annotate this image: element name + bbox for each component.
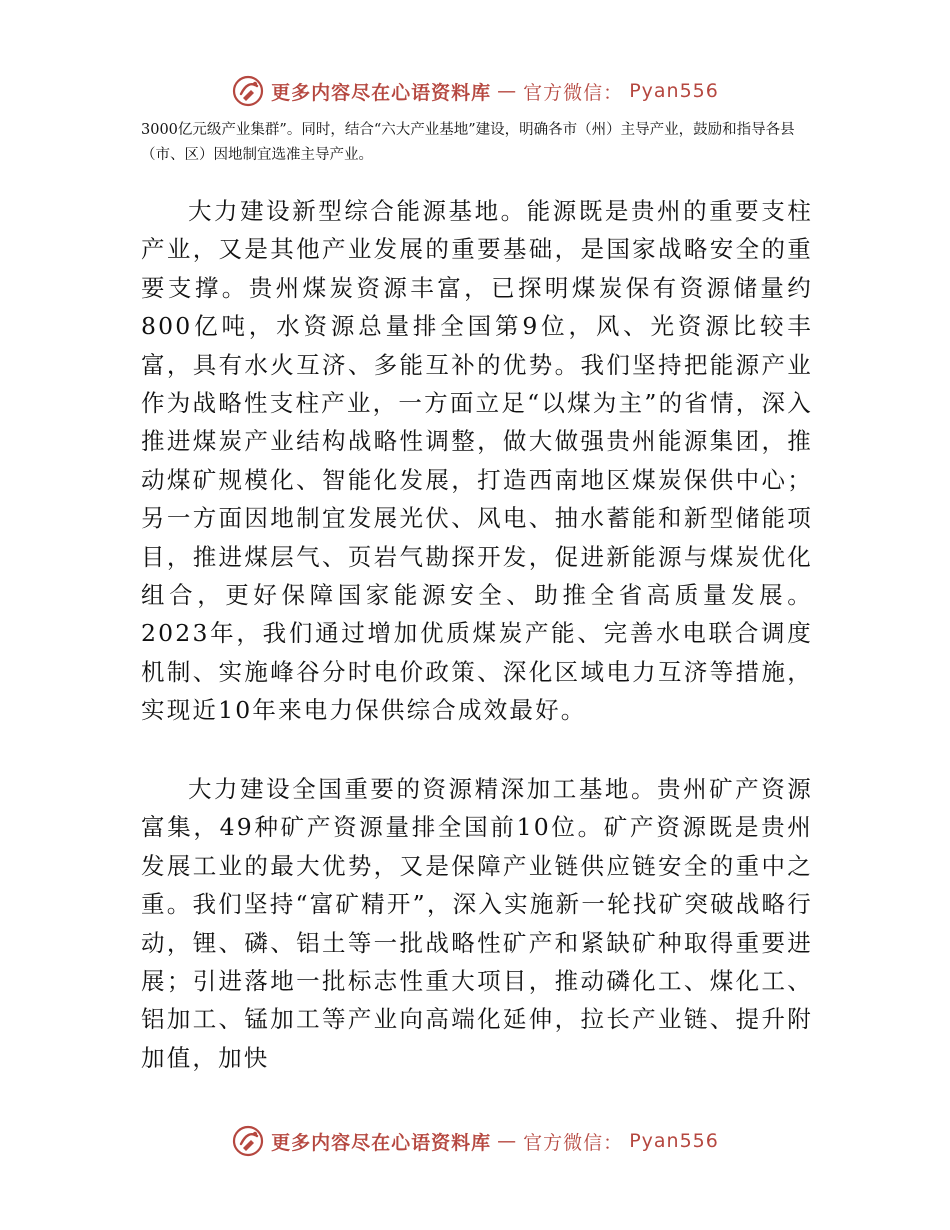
paragraph-energy-base: 大力建设新型综合能源基地。能源既是贵州的重要支柱产业，又是其他产业发展的重要基础，是国家战略安全的重要支撑。贵州煤炭资源丰富，已探明煤炭保有资源储量约800亿吨，水资源总量排全国第9位，风、光资源比较丰富，具有水火互济、多能互补的优势。我们坚持把能源产业作为战略性支柱产业，一方面立足“以煤为主”的省情，深入推进煤炭产业结构战略性调整，做大做强贵州能源集团，推动煤矿规模化、智能化发展，打造西南地区煤炭保供中心；另一方面因地制宜发展光伏、风电、抽水蓄能和新型储能项目，推进煤层气、页岩气勘探开发，促进新能源与煤炭优化组合，更好保障国家能源安全、助推全省高质量发展。2023年，我们通过增加优质煤炭产能、完善水电联合调度机制、实施峰谷分时电价政策、深化区域电力互济等措施，实现近10年来电力保供综合成效最好。	[141, 197, 813, 725]
watermark-wechat-label: 官方微信：	[523, 81, 624, 104]
watermark-brand: 更多内容尽在心语资料库	[271, 81, 492, 104]
watermark-wechat-id: Pyan556	[629, 80, 719, 102]
footer-watermark	[0, 1124, 950, 1158]
watermark-separator: —	[497, 1130, 518, 1152]
watermark-brand: 更多内容尽在心语资料库	[271, 1131, 492, 1154]
watermark-wechat-id: Pyan556	[629, 1130, 719, 1152]
watermark-wechat-label: 官方微信：	[523, 1131, 624, 1154]
paragraph-continuation: 3000亿元级产业集群”。同时，结合“六大产业基地”建设，明确各市（州）主导产业，鼓励和指导各县（市、区）因地制宜选准主导产业。	[141, 122, 795, 163]
brand-logo-icon	[231, 74, 265, 108]
watermark-separator: —	[497, 80, 518, 102]
paragraph-resource-base: 大力建设全国重要的资源精深加工基地。贵州矿产资源富集，49种矿产资源量排全国前10位。矿产资源既是贵州发展工业的最大优势，又是保障产业链供应链安全的重中之重。我们坚持“富矿精开”，深入实施新一轮找矿突破战略行动，锂、磷、铝土等一批战略性矿产和紧缺矿种取得重要进展；引进落地一批标志性重大项目，推动磷化工、煤化工、铝加工、锰加工等产业向高端化延伸，拉长产业链、提升附加值，加快	[141, 775, 813, 1072]
header-watermark	[0, 74, 950, 108]
brand-logo-icon	[231, 1124, 265, 1158]
